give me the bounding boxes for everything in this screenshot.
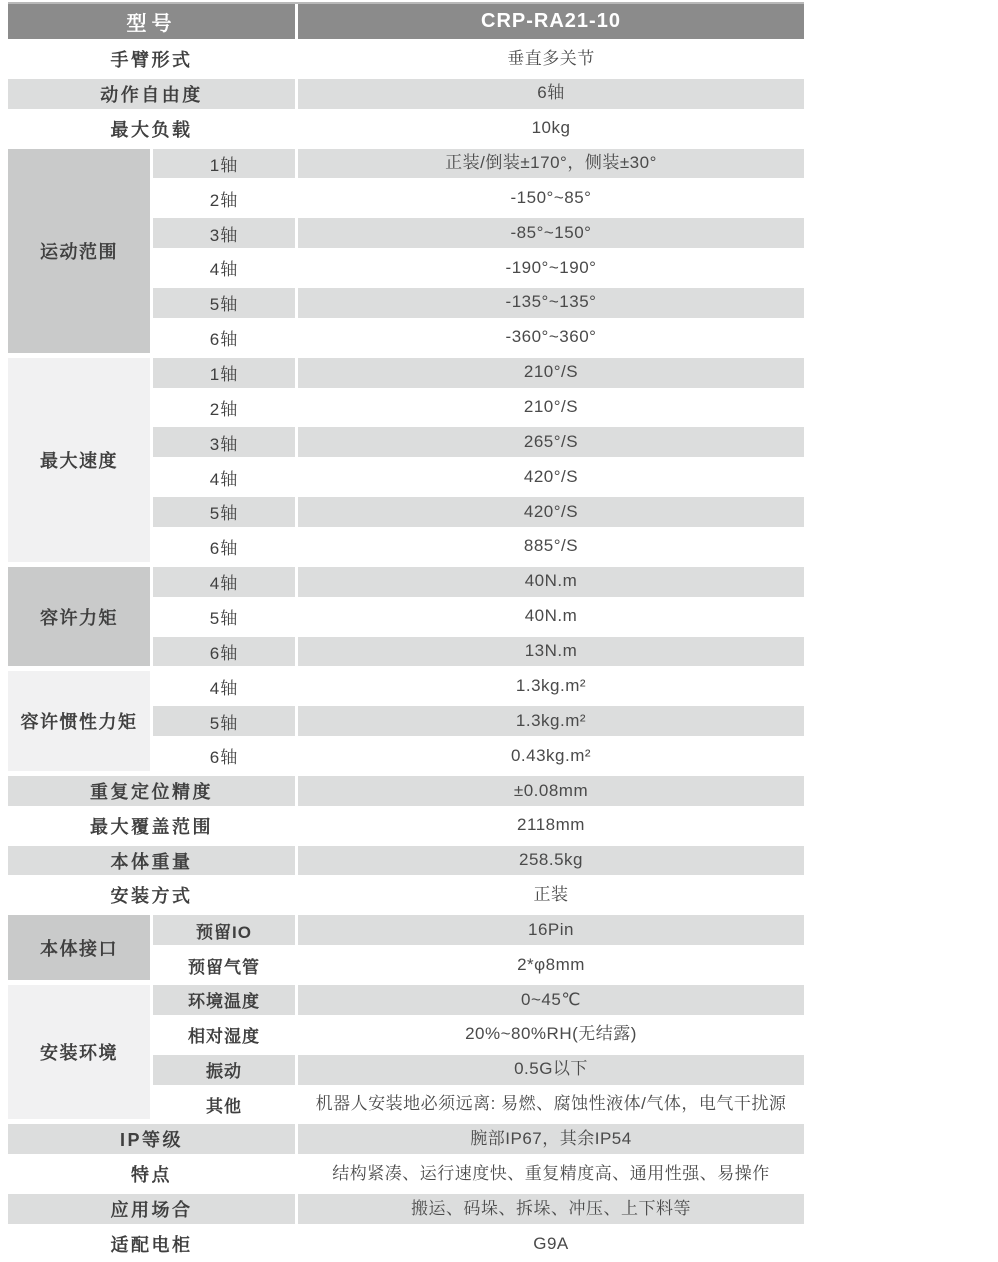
sub-row-value: 420°/S — [298, 495, 804, 530]
spec-row — [8, 878, 804, 913]
sub-row-value: 机器人安装地必须远离: 易燃、腐蚀性液体/气体，电气干扰源 — [298, 1088, 804, 1123]
row-value: 2118mm — [298, 809, 804, 844]
group-rows — [153, 983, 804, 1122]
group-rows — [153, 147, 804, 356]
row-label: 本体重量 — [8, 844, 298, 879]
sub-row-label: 其他 — [153, 1088, 298, 1123]
row-value: 6轴 — [298, 77, 804, 112]
sub-row-label: 3轴 — [153, 425, 298, 460]
spec-row — [8, 1227, 804, 1262]
sub-row-label: 1轴 — [153, 147, 298, 182]
sub-row-value: -190°~190° — [298, 251, 804, 286]
group-section — [8, 356, 804, 565]
spec-row — [8, 844, 804, 879]
sub-row-label: 2轴 — [153, 181, 298, 216]
sub-row-value: 420°/S — [298, 460, 804, 495]
group-label: 容许力矩 — [8, 565, 153, 670]
row-value: 258.5kg — [298, 844, 804, 879]
model-header-row — [8, 2, 804, 42]
sub-row — [153, 913, 804, 948]
group-label: 最大速度 — [8, 356, 153, 565]
sub-row-value: 885°/S — [298, 530, 804, 565]
row-value: G9A — [298, 1227, 804, 1262]
sub-row-label: 3轴 — [153, 216, 298, 251]
sub-row — [153, 1088, 804, 1123]
row-label: 安装方式 — [8, 878, 298, 913]
sub-row-value: -135°~135° — [298, 286, 804, 321]
sub-row-label: 环境温度 — [153, 983, 298, 1018]
sub-row-label: 4轴 — [153, 460, 298, 495]
sub-row-value: -360°~360° — [298, 321, 804, 356]
sub-row — [153, 495, 804, 530]
sub-row-label: 6轴 — [153, 321, 298, 356]
sub-row-value: 1.3kg.m² — [298, 704, 804, 739]
sub-row-label: 相对湿度 — [153, 1018, 298, 1053]
sub-row-value: 210°/S — [298, 391, 804, 426]
sub-row-value: -150°~85° — [298, 181, 804, 216]
sub-row — [153, 251, 804, 286]
spec-row — [8, 1122, 804, 1157]
row-label: 重复定位精度 — [8, 774, 298, 809]
row-value: ±0.08mm — [298, 774, 804, 809]
sub-row — [153, 391, 804, 426]
row-label: 适配电柜 — [8, 1227, 298, 1262]
sub-row-label: 2轴 — [153, 391, 298, 426]
sub-row-value: 0.5G以下 — [298, 1053, 804, 1088]
spec-row — [8, 1192, 804, 1227]
sub-row-label: 振动 — [153, 1053, 298, 1088]
spec-rows — [8, 42, 804, 1262]
sub-row — [153, 600, 804, 635]
sub-row-label: 4轴 — [153, 669, 298, 704]
row-value: 10kg — [298, 112, 804, 147]
sub-row — [153, 321, 804, 356]
spec-row — [8, 774, 804, 809]
sub-row — [153, 460, 804, 495]
sub-row-label: 5轴 — [153, 600, 298, 635]
group-rows — [153, 565, 804, 670]
model-header-value: CRP-RA21-10 — [298, 4, 804, 42]
sub-row — [153, 425, 804, 460]
row-value: 结构紧凑、运行速度快、重复精度高、通用性强、易操作 — [298, 1157, 804, 1192]
sub-row-value: -85°~150° — [298, 216, 804, 251]
group-section — [8, 983, 804, 1122]
group-label: 运动范围 — [8, 147, 153, 356]
sub-row — [153, 983, 804, 1018]
sub-row — [153, 635, 804, 670]
sub-row — [153, 530, 804, 565]
row-label: 最大负载 — [8, 112, 298, 147]
spec-row — [8, 809, 804, 844]
sub-row-label: 4轴 — [153, 565, 298, 600]
sub-row-label: 6轴 — [153, 739, 298, 774]
sub-row-value: 正装/倒装±170°，侧装±30° — [298, 147, 804, 182]
group-rows — [153, 669, 804, 774]
row-value: 搬运、码垛、拆垛、冲压、上下料等 — [298, 1192, 804, 1227]
sub-row — [153, 286, 804, 321]
sub-row-value: 40N.m — [298, 600, 804, 635]
sub-row — [153, 216, 804, 251]
sub-row — [153, 181, 804, 216]
group-rows — [153, 356, 804, 565]
group-rows — [153, 913, 804, 983]
row-label: 手臂形式 — [8, 42, 298, 77]
sub-row-value: 16Pin — [298, 913, 804, 948]
row-label: 动作自由度 — [8, 77, 298, 112]
row-label: 应用场合 — [8, 1192, 298, 1227]
group-section — [8, 147, 804, 356]
sub-row-value: 0~45℃ — [298, 983, 804, 1018]
sub-row-value: 2*φ8mm — [298, 948, 804, 983]
sub-row — [153, 565, 804, 600]
group-section — [8, 565, 804, 670]
spec-row — [8, 1157, 804, 1192]
sub-row — [153, 704, 804, 739]
group-label: 容许惯性力矩 — [8, 669, 153, 774]
sub-row — [153, 948, 804, 983]
model-header-label: 型号 — [8, 4, 298, 42]
spec-row — [8, 77, 804, 112]
sub-row-label: 1轴 — [153, 356, 298, 391]
row-value: 腕部IP67，其余IP54 — [298, 1122, 804, 1157]
sub-row-value: 20%~80%RH(无结露) — [298, 1018, 804, 1053]
group-label: 本体接口 — [8, 913, 153, 983]
sub-row — [153, 1018, 804, 1053]
sub-row-value: 0.43kg.m² — [298, 739, 804, 774]
spec-row — [8, 42, 804, 77]
sub-row-label: 预留气管 — [153, 948, 298, 983]
group-section — [8, 669, 804, 774]
sub-row — [153, 739, 804, 774]
sub-row-label: 6轴 — [153, 635, 298, 670]
row-label: 最大覆盖范围 — [8, 809, 298, 844]
sub-row-label: 5轴 — [153, 495, 298, 530]
sub-row-value: 210°/S — [298, 356, 804, 391]
sub-row-label: 预留IO — [153, 913, 298, 948]
row-value: 垂直多关节 — [298, 42, 804, 77]
row-label: 特点 — [8, 1157, 298, 1192]
group-label: 安装环境 — [8, 983, 153, 1122]
group-section — [8, 913, 804, 983]
sub-row — [153, 356, 804, 391]
sub-row — [153, 1053, 804, 1088]
row-value: 正装 — [298, 878, 804, 913]
sub-row-value: 13N.m — [298, 635, 804, 670]
sub-row-value: 40N.m — [298, 565, 804, 600]
sub-row-value: 265°/S — [298, 425, 804, 460]
sub-row — [153, 147, 804, 182]
spec-row — [8, 112, 804, 147]
sub-row-label: 4轴 — [153, 251, 298, 286]
sub-row — [153, 669, 804, 704]
sub-row-value: 1.3kg.m² — [298, 669, 804, 704]
sub-row-label: 5轴 — [153, 286, 298, 321]
sub-row-label: 5轴 — [153, 704, 298, 739]
spec-table — [8, 2, 804, 1262]
row-label: IP等级 — [8, 1122, 298, 1157]
sub-row-label: 6轴 — [153, 530, 298, 565]
